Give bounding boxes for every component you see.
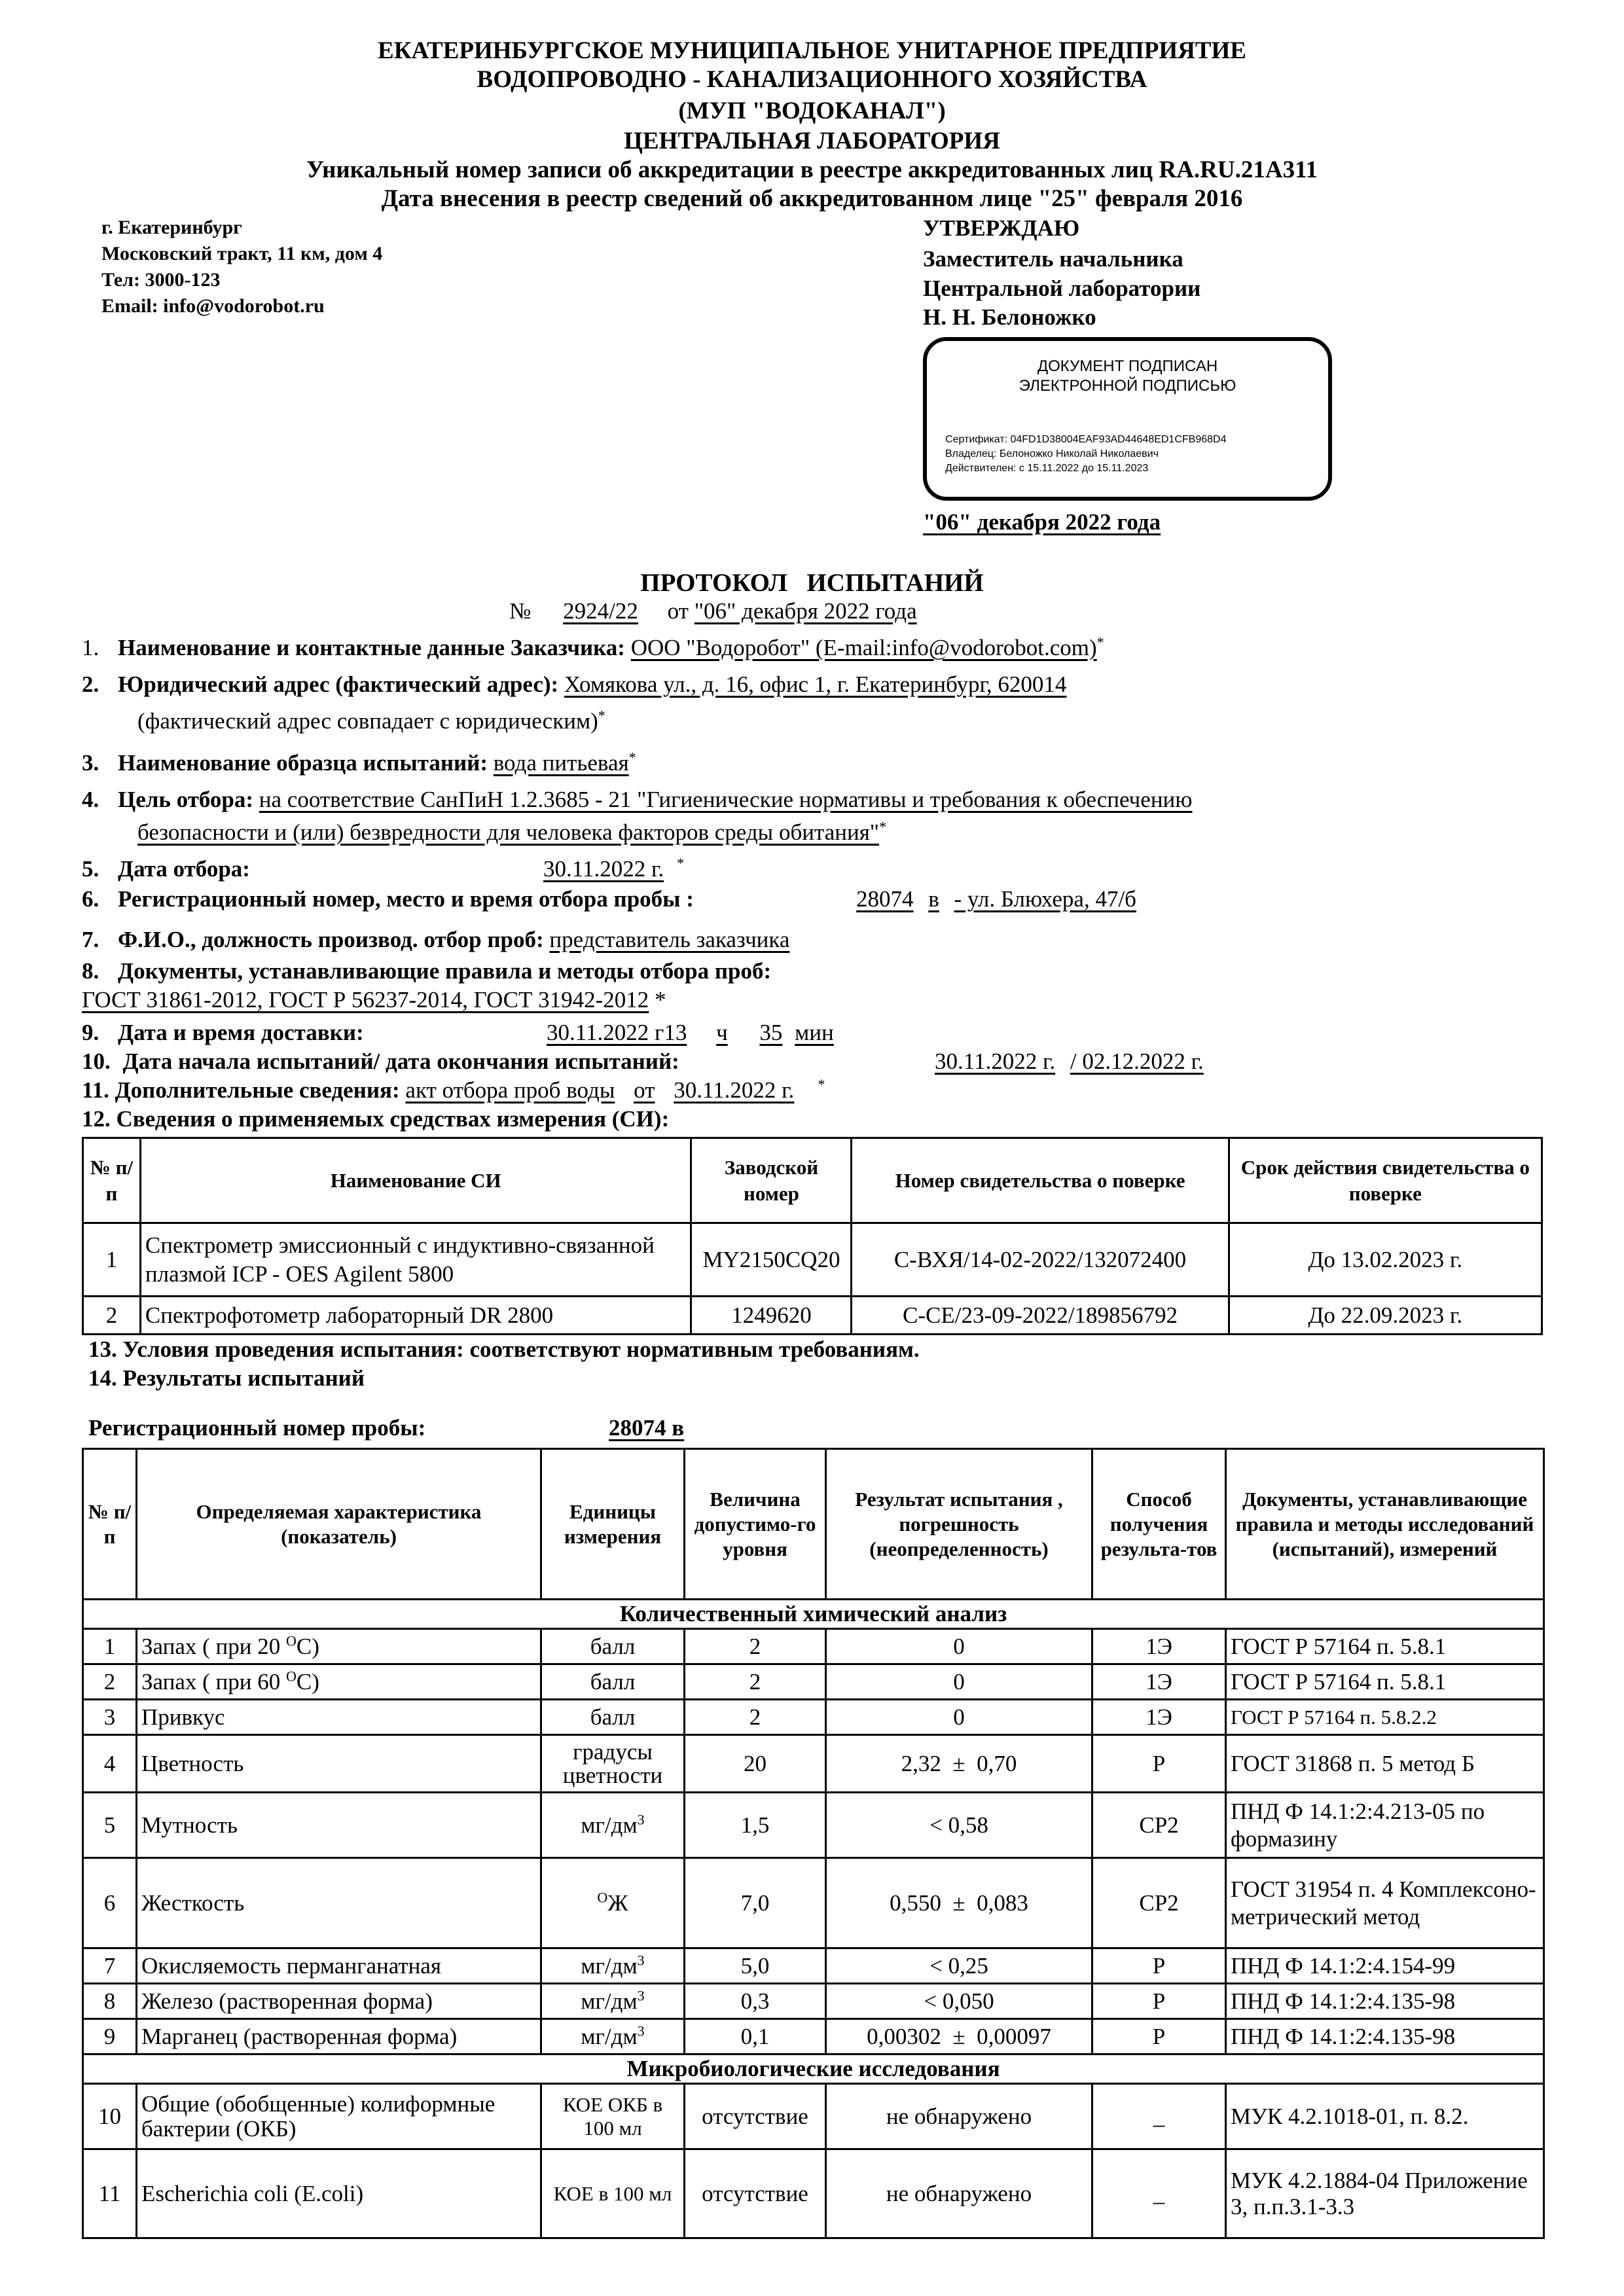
sample-number: 28074 в <box>609 1415 685 1441</box>
item-11 <box>82 1076 825 1105</box>
approval-title: УТВЕРЖДАЮ <box>923 215 1080 241</box>
contact-address: Московский тракт, 11 км, дом 4 <box>101 243 383 264</box>
res-row2-method: 1Э <box>1092 1664 1226 1700</box>
item-7-value: представитель заказчика <box>549 927 790 952</box>
res-row11-num: 11 <box>83 2149 137 2238</box>
res-row4-num: 4 <box>83 1735 137 1793</box>
item-4-star: * <box>879 818 887 835</box>
res-row4-unit: градусы цветности <box>541 1735 685 1793</box>
item-13 <box>88 1335 920 1364</box>
res-row4-result <box>826 1735 1092 1793</box>
res-row7-method: Р <box>1092 1948 1226 1984</box>
item-10-num: 10. <box>82 1049 111 1074</box>
res-row3-name: Привкус <box>137 1700 541 1735</box>
item-5 <box>82 855 250 884</box>
res-header-doc: Документы, устанавливающие правила и методы исследований (испытаний), измерений <box>1226 1449 1544 1600</box>
item-5-star: * <box>677 855 685 872</box>
res-row3-unit: балл <box>541 1700 685 1735</box>
res-row2-result: 0 <box>826 1664 1092 1700</box>
res-row8-result: < 0,050 <box>826 1984 1092 2019</box>
stamp-line2: ЭЛЕКТРОННОЙ ПОДПИСЬЮ <box>1019 377 1236 395</box>
res-row5-num: 5 <box>83 1793 137 1858</box>
res-row10-method: _ <box>1092 2084 1226 2149</box>
table-row <box>83 1984 1544 2019</box>
si-row2-valid: До 22.09.2023 г. <box>1229 1297 1542 1335</box>
res-row9-value: 0,00302 <box>867 2023 941 2049</box>
item-6 <box>82 885 694 914</box>
res-row11-method: _ <box>1092 2149 1226 2238</box>
res-row1-unit: балл <box>541 1629 685 1664</box>
res-row4-error: 0,70 <box>977 1750 1017 1776</box>
res-row7-limit: 5,0 <box>685 1948 826 1984</box>
si-row1-valid: До 13.02.2023 г. <box>1229 1223 1542 1297</box>
res-row2-name <box>137 1664 541 1700</box>
item-9-values <box>547 1018 834 1047</box>
item-9-minute-unit: мин <box>795 1020 834 1045</box>
item-6-values <box>856 885 1136 914</box>
item-6-label: Регистрационный номер, место и время отбора пробы : <box>118 886 694 912</box>
res-row1-name-end: С) <box>296 1633 319 1659</box>
res-row6-num: 6 <box>83 1858 137 1948</box>
item-7 <box>82 925 789 954</box>
res-row6-unit-text: Ж <box>607 1890 628 1916</box>
res-row9-unit-sup: 3 <box>637 2022 645 2039</box>
item-2-line2 <box>137 707 605 736</box>
table-row <box>83 1297 1542 1335</box>
sample-label: Регистрационный номер пробы: <box>88 1415 426 1441</box>
res-row9-unit-text: мг/дм <box>581 2023 638 2049</box>
item-7-num: 7. <box>82 927 99 952</box>
res-row4-doc: ГОСТ 31868 п. 5 метод Б <box>1226 1735 1544 1793</box>
item-4-value: на соответствие СанПиН 1.2.3685 - 21 "Гигиенические нормативы и требования к обеспечению <box>259 787 1193 812</box>
item-11-label: 11. Дополнительные сведения: <box>82 1077 400 1103</box>
res-row9-limit: 0,1 <box>685 2019 826 2054</box>
item-10-start: 30.11.2022 г. <box>935 1049 1056 1074</box>
item-2 <box>82 670 1066 699</box>
stamp-certificate: Сертификат: 04FD1D38004EAF93AD44648ED1CFB968D4 <box>945 434 1227 445</box>
item-11-value: акт отбора проб воды <box>405 1077 615 1103</box>
item-13-label: 13. Условия проведения испытания: соответствуют нормативным требованиям. <box>88 1336 920 1362</box>
item-5-date <box>543 855 684 884</box>
res-header-unit: Единицы измерения <box>541 1449 685 1600</box>
res-row6-name: Жесткость <box>137 1858 541 1948</box>
res-row6-method: СР2 <box>1092 1858 1226 1948</box>
plus-minus-sign: ± <box>952 1890 965 1916</box>
item-8-num: 8. <box>82 958 99 984</box>
res-row10-name: Общие (обобщенные) колиформные бактерии (ОКБ) <box>137 2084 541 2149</box>
res-row2-limit: 2 <box>685 1664 826 1700</box>
res-row2-unit: балл <box>541 1664 685 1700</box>
res-row6-result <box>826 1858 1092 1948</box>
item-3-star: * <box>628 749 636 766</box>
res-row3-limit: 2 <box>685 1700 826 1735</box>
item-4-line2 <box>137 818 886 847</box>
res-row3-num: 3 <box>83 1700 137 1735</box>
item-12 <box>82 1105 669 1134</box>
res-row8-name: Железо (растворенная форма) <box>137 1984 541 2019</box>
si-row1-name: Спектрометр эмиссионный с индуктивно-связанной плазмой ICP - OES Agilent 5800 <box>140 1223 691 1297</box>
res-row2-name-text: Запах ( при 60 <box>141 1668 286 1695</box>
item-10 <box>82 1047 679 1076</box>
contact-city: г. Екатеринбург <box>101 217 242 238</box>
stamp-owner: Владелец: Белоножко Николай Николаевич <box>945 448 1159 459</box>
table-row <box>83 1629 1544 1664</box>
res-row3-method: 1Э <box>1092 1700 1226 1735</box>
res-row5-unit-text: мг/дм <box>581 1812 638 1838</box>
item-7-label: Ф.И.О., должность производ. отбор проб: <box>118 927 544 952</box>
res-row2-num: 2 <box>83 1664 137 1700</box>
item-3-value: вода питьевая <box>493 750 629 776</box>
approval-position-2: Центральной лаборатории <box>923 276 1201 301</box>
degree-sign: О <box>286 1667 297 1684</box>
item-4-num: 4. <box>82 787 99 812</box>
res-row11-limit: отсутствие <box>685 2149 826 2238</box>
res-row6-error: 0,083 <box>977 1890 1028 1916</box>
protocol-title: ПРОТОКОЛ ИСПЫТАНИЙ <box>640 569 984 597</box>
item-2-num: 2. <box>82 672 99 697</box>
item-3 <box>82 749 636 778</box>
si-header-row <box>83 1138 1542 1223</box>
si-header-serial: Заводской номер <box>691 1138 852 1223</box>
res-row4-name: Цветность <box>137 1735 541 1793</box>
item-10-end: / 02.12.2022 г. <box>1070 1049 1204 1074</box>
stamp-line1: ДОКУМЕНТ ПОДПИСАН <box>1037 357 1218 375</box>
res-row7-unit <box>541 1948 685 1984</box>
res-row7-doc: ПНД Ф 14.1:2:4.154-99 <box>1226 1948 1544 1984</box>
section-chemical: Количественный химический анализ <box>83 1600 1544 1629</box>
item-10-values <box>935 1047 1204 1076</box>
si-row2-serial: 1249620 <box>691 1297 852 1335</box>
item-4-label: Цель отбора: <box>118 787 254 812</box>
res-row10-unit: КОЕ ОКБ в 100 мл <box>541 2084 685 2149</box>
item-1 <box>82 634 1104 662</box>
number-label: № <box>509 598 532 624</box>
res-row6-unit-degree: О <box>597 1888 608 1905</box>
res-row10-limit: отсутствие <box>685 2084 826 2149</box>
item-4 <box>82 785 1192 814</box>
res-row5-name: Мутность <box>137 1793 541 1858</box>
item-6-place: - ул. Блюхера, 47/б <box>954 886 1136 912</box>
si-row2-num: 2 <box>83 1297 141 1335</box>
item-1-star: * <box>1096 634 1104 651</box>
si-header-cert: Номер свидетельства о поверке <box>852 1138 1229 1223</box>
item-2-value2: (фактический адрес совпадает с юридическим) <box>137 708 598 734</box>
res-header-result: Результат испытания , погрешность (неопределенность) <box>826 1449 1092 1600</box>
res-row8-doc: ПНД Ф 14.1:2:4.135-98 <box>1226 1984 1544 2019</box>
item-8-line2 <box>82 986 666 1014</box>
res-row9-doc: ПНД Ф 14.1:2:4.135-98 <box>1226 2019 1544 2054</box>
item-2-label: Юридический адрес (фактический адрес): <box>118 672 559 697</box>
table-row <box>83 2084 1544 2149</box>
table-row <box>83 1735 1544 1793</box>
item-8-star: * <box>655 987 666 1013</box>
item-8-label: Документы, устанавливающие правила и методы отбора проб: <box>118 958 772 984</box>
res-row7-name: Окисляемость перманганатная <box>137 1948 541 1984</box>
measurement-instruments-table <box>82 1137 1543 1335</box>
lab-name: ЦЕНТРАЛЬНАЯ ЛАБОРАТОРИЯ <box>624 128 1000 154</box>
item-3-label: Наименование образца испытаний: <box>118 750 488 776</box>
org-name-line1: ЕКАТЕРИНБУРГСКОЕ МУНИЦИПАЛЬНОЕ УНИТАРНОЕ ПРЕДПРИЯТИЕ <box>378 37 1246 64</box>
res-row5-unit <box>541 1793 685 1858</box>
sample-line <box>88 1414 425 1443</box>
plus-minus-sign: ± <box>952 1750 965 1776</box>
res-row7-num: 7 <box>83 1948 137 1984</box>
table-row <box>83 1664 1544 1700</box>
item-5-label: Дата отбора: <box>118 856 250 882</box>
results-header-row <box>83 1449 1544 1600</box>
item-1-label: Наименование и контактные данные Заказчика: <box>118 635 625 660</box>
res-header-name: Определяемая характеристика (показатель) <box>137 1449 541 1600</box>
item-14-label: 14. Результаты испытаний <box>88 1365 365 1391</box>
item-11-star: * <box>818 1076 825 1093</box>
table-row <box>83 1223 1542 1297</box>
res-row8-num: 8 <box>83 1984 137 2019</box>
org-name-line2: ВОДОПРОВОДНО - КАНАЛИЗАЦИОННОГО ХОЗЯЙСТВА <box>477 66 1147 93</box>
res-row6-value: 0,550 <box>890 1890 941 1916</box>
item-14 <box>88 1364 365 1393</box>
degree-sign: О <box>286 1632 297 1649</box>
stamp-validity: Действителен: с 15.11.2022 до 15.11.2023 <box>945 463 1149 474</box>
res-row8-unit-sup: 3 <box>637 1986 645 2003</box>
item-9 <box>82 1018 364 1047</box>
si-row2-cert: С-СЕ/23-09-2022/189856792 <box>852 1297 1229 1335</box>
item-6-num: 6. <box>82 886 99 912</box>
approval-position-1: Заместитель начальника <box>923 246 1183 272</box>
res-row9-name: Марганец (растворенная форма) <box>137 2019 541 2054</box>
res-row1-num: 1 <box>83 1629 137 1664</box>
item-8-value: ГОСТ 31861-2012, ГОСТ Р 56237-2014, ГОСТ 31942-2012 <box>82 987 649 1013</box>
res-row6-limit: 7,0 <box>685 1858 826 1948</box>
protocol-number-line <box>509 597 917 626</box>
si-header-num: № п/п <box>83 1138 141 1223</box>
res-row10-num: 10 <box>83 2084 137 2149</box>
res-header-num: № п/п <box>83 1449 137 1600</box>
res-row2-doc: ГОСТ Р 57164 п. 5.8.1 <box>1226 1664 1544 1700</box>
table-row <box>83 2149 1544 2238</box>
si-header-name: Наименование СИ <box>140 1138 691 1223</box>
item-10-label: Дата начала испытаний/ дата окончания испытаний: <box>122 1049 679 1074</box>
res-row5-doc: ПНД Ф 14.1:2:4.213-05 по формазину <box>1226 1793 1544 1858</box>
item-9-label: Дата и время доставки: <box>118 1020 364 1045</box>
table-row <box>83 1700 1544 1735</box>
results-table <box>82 1448 1545 2239</box>
res-row4-value: 2,32 <box>901 1750 941 1776</box>
si-row1-num: 1 <box>83 1223 141 1297</box>
item-3-num: 3. <box>82 750 99 776</box>
res-row9-method: Р <box>1092 2019 1226 2054</box>
res-row1-doc: ГОСТ Р 57164 п. 5.8.1 <box>1226 1629 1544 1664</box>
res-row11-name: Escherichia coli (E.coli) <box>137 2149 541 2238</box>
item-2-value: Хомякова ул., д. 16, офис 1, г. Екатеринбург, 620014 <box>564 672 1067 697</box>
res-row6-unit <box>541 1858 685 1948</box>
approval-date: "06" декабря 2022 года <box>923 509 1161 535</box>
contact-email: Email: info@vodorobot.ru <box>101 295 325 317</box>
res-row1-name <box>137 1629 541 1664</box>
item-9-date: 30.11.2022 г <box>547 1020 664 1045</box>
res-row9-unit <box>541 2019 685 2054</box>
table-row <box>83 1858 1544 1948</box>
si-row1-cert: С-ВХЯ/14-02-2022/132072400 <box>852 1223 1229 1297</box>
res-row6-doc: ГОСТ 31954 п. 4 Комплексоно-метрический метод <box>1226 1858 1544 1948</box>
item-5-num: 5. <box>82 856 99 882</box>
res-row7-unit-sup: 3 <box>637 1951 645 1968</box>
section-microbiology: Микробиологические исследования <box>83 2054 1544 2084</box>
contact-phone: Тел: 3000-123 <box>101 269 221 291</box>
plus-minus-sign: ± <box>952 2023 965 2049</box>
res-row4-method: Р <box>1092 1735 1226 1793</box>
table-row <box>83 1793 1544 1858</box>
protocol-from-label: от <box>667 598 689 624</box>
approval-name: Н. Н. Белоножко <box>923 304 1096 330</box>
accreditation-date: Дата внесения в реестр сведений об аккредитованном лице "25" февраля 2016 <box>381 185 1243 212</box>
item-6-reg-number: 28074 <box>856 886 914 912</box>
item-4-value2: безопасности и (или) безвредности для человека факторов среды обитания" <box>137 819 880 845</box>
res-row4-limit: 20 <box>685 1735 826 1793</box>
item-1-num: 1. <box>82 635 99 660</box>
res-row9-error: 0,00097 <box>977 2023 1051 2049</box>
res-row1-result: 0 <box>826 1629 1092 1664</box>
res-row5-result: < 0,58 <box>826 1793 1092 1858</box>
res-row7-result: < 0,25 <box>826 1948 1092 1984</box>
res-row11-unit: КОЕ в 100 мл <box>541 2149 685 2238</box>
res-row9-num: 9 <box>83 2019 137 2054</box>
res-row9-result <box>826 2019 1092 2054</box>
si-row1-serial: MY2150CQ20 <box>691 1223 852 1297</box>
org-name-line3: (МУП "ВОДОКАНАЛ") <box>678 98 946 124</box>
res-header-limit: Величина допустимо-го уровня <box>685 1449 826 1600</box>
res-row1-limit: 2 <box>685 1629 826 1664</box>
res-row8-unit <box>541 1984 685 2019</box>
res-row8-method: Р <box>1092 1984 1226 2019</box>
item-11-date: 30.11.2022 г. <box>674 1077 795 1103</box>
res-row2-name-end: С) <box>296 1668 319 1695</box>
si-row2-name: Спектрофотометр лабораторный DR 2800 <box>140 1297 691 1335</box>
res-row1-name-text: Запах ( при 20 <box>141 1633 286 1659</box>
res-row1-method: 1Э <box>1092 1629 1226 1664</box>
res-row8-limit: 0,3 <box>685 1984 826 2019</box>
res-row3-doc: ГОСТ Р 57164 п. 5.8.2.2 <box>1226 1700 1544 1735</box>
item-2-star: * <box>598 707 605 724</box>
res-row10-doc: МУК 4.2.1018-01, п. 8.2. <box>1226 2084 1544 2149</box>
protocol-date: "06" декабря 2022 года <box>694 598 917 624</box>
item-9-hour-unit: ч <box>716 1020 728 1045</box>
item-1-value: ООО "Водоробот" (E-mail:info@vodorobot.com) <box>630 635 1097 660</box>
si-header-valid: Срок действия свидетельства о поверке <box>1229 1138 1542 1223</box>
item-9-minutes: 35 <box>759 1020 783 1045</box>
res-row5-limit: 1,5 <box>685 1793 826 1858</box>
item-11-from: от <box>634 1077 655 1103</box>
res-row3-result: 0 <box>826 1700 1092 1735</box>
item-8 <box>82 957 771 986</box>
protocol-number: 2924/22 <box>563 598 638 624</box>
res-row5-method: СР2 <box>1092 1793 1226 1858</box>
res-header-method: Способ получения результа-тов <box>1092 1449 1226 1600</box>
item-6-suffix: в <box>928 886 939 912</box>
res-row11-result: не обнаружено <box>826 2149 1092 2238</box>
res-row11-doc: МУК 4.2.1884-04 Приложение 3, п.п.3.1-3.3 <box>1226 2149 1544 2238</box>
table-row <box>83 1948 1544 1984</box>
item-12-label: 12. Сведения о применяемых средствах измерения (СИ): <box>82 1106 670 1132</box>
res-row5-unit-sup: 3 <box>637 1810 645 1827</box>
e-signature-stamp <box>923 337 1332 501</box>
item-5-value: 30.11.2022 г. <box>543 856 664 882</box>
res-row10-result: не обнаружено <box>826 2084 1092 2149</box>
accreditation-number: Уникальный номер записи об аккредитации в реестре аккредитованных лиц RA.RU.21А311 <box>306 156 1318 183</box>
item-9-hour: 13 <box>664 1020 687 1045</box>
table-row <box>83 2019 1544 2054</box>
item-9-num: 9. <box>82 1020 99 1045</box>
res-row8-unit-text: мг/дм <box>581 1988 638 2014</box>
res-row7-unit-text: мг/дм <box>581 1952 638 1979</box>
